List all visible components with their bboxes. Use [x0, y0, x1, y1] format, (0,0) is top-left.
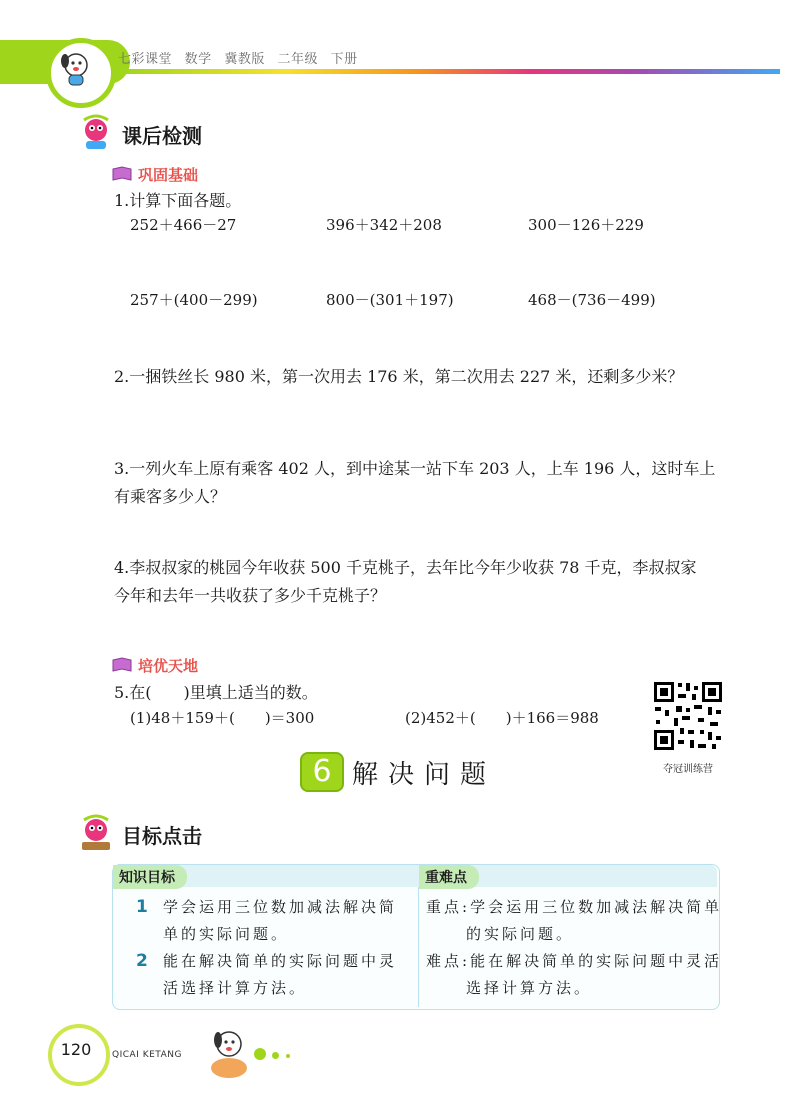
brand-text: QICAI KETANG — [112, 1050, 182, 1060]
header-series: 七彩课堂 — [118, 52, 173, 67]
mascot-icon — [76, 812, 116, 854]
key-point-line2: 的实际问题。 — [466, 925, 575, 943]
goals-table-header-row — [113, 865, 717, 887]
goal-2-line1: 能在解决简单的实际问题中灵 — [163, 952, 398, 970]
q5-part1: (1)48＋159＋( )＝300 — [130, 709, 315, 727]
qr-code-icon[interactable] — [652, 680, 724, 752]
difficult-point-text: 能在解决简单的实际问题中灵活 — [470, 952, 723, 970]
q5-part2: (2)452＋( )＋166＝988 — [405, 709, 599, 727]
dog-mascot-icon — [51, 43, 101, 93]
basics-label: 巩固基础 — [138, 166, 199, 184]
decor-dot — [286, 1054, 290, 1058]
goal-1-line1: 学会运用三位数加减法解决简 — [163, 898, 398, 916]
section-title-post-class: 课后检测 — [122, 124, 202, 148]
header-subject: 数学 — [184, 52, 212, 67]
header-rainbow-line — [120, 69, 780, 74]
header-grade: 二年级 — [277, 52, 318, 67]
q4-text-line2: 今年和去年一共收获了多少千克桃子？ — [114, 586, 387, 605]
q5-stem: 5.在( )里填上适当的数。 — [114, 683, 318, 702]
book-icon — [111, 657, 133, 673]
q1-expr-6: 468－(736－499) — [528, 291, 656, 309]
goals-table-divider — [418, 887, 419, 1007]
q2-text: 2.一捆铁丝长 980 米，第一次用去 176 米，第二次用去 227 米，还剩多少米？ — [114, 367, 684, 386]
decor-dot — [272, 1052, 279, 1059]
dog-mascot-icon — [204, 1024, 254, 1080]
q1-expr-3: 300－126＋229 — [528, 216, 644, 234]
decor-dot — [254, 1048, 266, 1060]
goal-1-line2: 单的实际问题。 — [163, 925, 290, 943]
qr-caption: 夺冠训练营 — [663, 764, 713, 775]
header-volume: 下册 — [330, 52, 358, 67]
q1-expr-2: 396＋342＋208 — [326, 216, 442, 234]
goal-number-2: 2 — [136, 951, 148, 971]
col-header-key-points: 重难点 — [419, 865, 479, 889]
section-title-goals: 目标点击 — [122, 824, 202, 848]
page-number: 120 — [60, 1040, 92, 1059]
goal-2-line2: 活选择计算方法。 — [163, 979, 308, 997]
unit-title: 解决问题 — [352, 760, 497, 790]
difficult-point-line1: 难点:能在解决简单的实际问题中灵活 — [426, 952, 723, 970]
advanced-label: 培优天地 — [138, 657, 199, 675]
key-point-line1: 重点:学会运用三位数加减法解决简单 — [426, 898, 723, 916]
q1-stem: 1.计算下面各题。 — [114, 191, 242, 210]
q4-text-line1: 4.李叔叔家的桃园今年收获 500 千克桃子，去年比今年少收获 78 千克，李叔叔家 — [114, 558, 697, 577]
mascot-icon — [76, 112, 116, 154]
unit-number-badge: 6 — [300, 752, 344, 792]
q3-text-line1: 3.一列火车上原有乘客 402 人，到中途某一站下车 203 人，上车 196 人，这时车上 — [114, 459, 716, 478]
header-text — [118, 48, 366, 67]
col-header-knowledge-goals: 知识目标 — [113, 865, 187, 889]
goal-number-1: 1 — [136, 897, 148, 917]
book-icon — [111, 166, 133, 182]
q1-expr-5: 800－(301＋197) — [326, 291, 454, 309]
difficult-point-label: 难点 — [426, 952, 463, 970]
difficult-point-line2: 选择计算方法。 — [466, 979, 593, 997]
q1-expr-4: 257＋(400－299) — [130, 291, 258, 309]
q3-text-line2: 有乘客多少人？ — [114, 487, 227, 506]
key-point-label: 重点 — [426, 898, 463, 916]
header-edition: 冀教版 — [224, 52, 265, 67]
header-mascot-circle — [46, 38, 116, 108]
q1-expr-1: 252＋466－27 — [130, 216, 237, 234]
key-point-text: 学会运用三位数加减法解决简单 — [470, 898, 723, 916]
